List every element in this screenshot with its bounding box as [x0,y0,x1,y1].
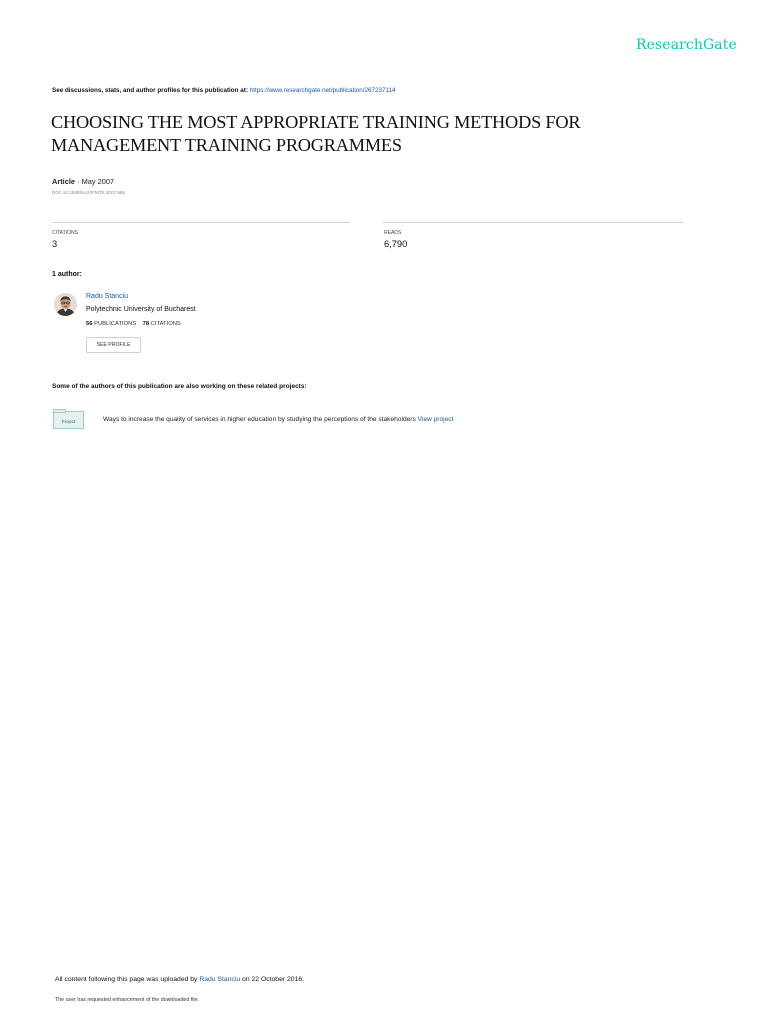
researchgate-logo[interactable]: ResearchGate [636,37,737,53]
upload-suffix: on 22 October 2016. [242,976,305,983]
article-meta [52,177,114,186]
related-project-text: Ways to increase the quality of services in higher education by studying the perceptions of the stakeholders [103,416,416,423]
reads-label: READS [384,230,402,236]
project-icon [53,409,84,429]
article-title-line-2: MANAGEMENT TRAINING PROGRAMMES [51,135,402,155]
uploader-link[interactable]: Radu Stanciu [199,976,241,983]
project-icon-label: Project [61,419,76,424]
footer-upload-line [55,976,304,983]
discussion-prefix: See discussions, stats, and author profiles for this publication at: [52,87,248,94]
see-profile-label: SEE PROFILE [96,342,131,348]
author-avatar[interactable] [54,293,77,316]
view-project-link[interactable]: View project [417,416,454,423]
reads-value: 6,790 [384,239,408,249]
author-publications-count: 56 [86,321,93,327]
related-projects-heading: Some of the authors of this publication are also working on these related projects: [52,383,307,390]
author-publications-label: PUBLICATIONS [94,321,137,327]
author-institution: Polytechnic University of Bucharest [86,306,196,313]
article-type: Article [52,177,76,186]
article-doi: DOI: 10.15688/AJOFMTE.2007.885 [52,190,126,195]
divider-left [52,222,350,223]
author-citations-label: CITATIONS [150,321,181,327]
divider-right [383,222,683,223]
citations-label: CITATIONS [52,230,78,236]
discussion-line [52,87,396,94]
footer-note: The user has requested enhancement of the downloaded file. [55,997,199,1003]
article-title [51,111,691,157]
upload-prefix: All content following this page was uploaded by [55,976,198,983]
project-icon-graphic [53,409,84,429]
see-profile-button[interactable] [86,337,141,353]
author-avatar-image [54,293,77,316]
related-project-item [103,416,453,423]
meta-separator: · [77,177,80,186]
article-title-line-1: CHOOSING THE MOST APPROPRIATE TRAINING METHODS FOR [51,112,581,132]
author-citations-count: 78 [142,321,150,327]
citations-value: 3 [52,239,58,249]
author-name-link[interactable]: Radu Stanciu [86,293,129,300]
authors-heading: 1 author: [52,271,82,278]
article-date: May 2007 [81,177,115,186]
publication-url-link[interactable]: https://www.researchgate.net/publication/267237114 [249,87,396,94]
author-stats [86,321,181,327]
